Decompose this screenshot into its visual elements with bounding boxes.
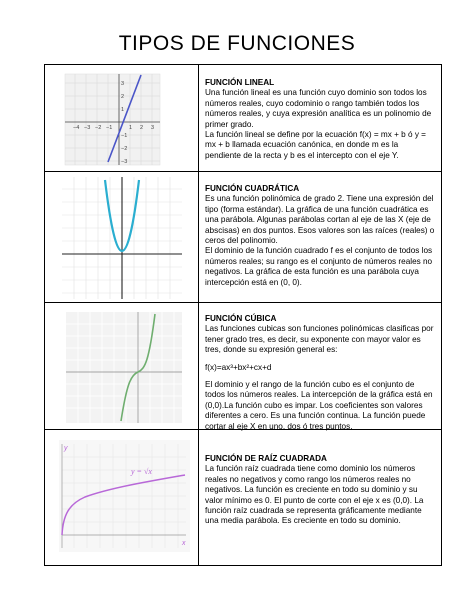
table-row-linear: [45, 65, 441, 172]
cubic-graph: [45, 303, 198, 430]
x-axis-label: x: [182, 540, 186, 547]
linear-graph-cell: [45, 65, 198, 171]
table-row-quadratic: [45, 172, 441, 303]
cubic-formula: f(x)=ax³+bx²+cx+d: [205, 362, 272, 372]
functions-table: [44, 64, 442, 566]
paragraph: La función raíz cuadrada tiene como dominio los números reales no negativos y como rango los números reales no negativos. La función es creciente en todo su dominio y su valor mínimo es 0. El punto de corte con el eje x es (0,0). La función raíz cuadrada se representa gráficamente mediante una media parábola. Es creciente en todo su dominio.: [205, 464, 424, 526]
cubic-graph-cell: [45, 303, 198, 429]
y-tick: 1: [121, 107, 125, 113]
y-tick: −1: [121, 133, 128, 139]
section-heading: FUNCIÓN DE RAÍZ CUADRADA: [205, 454, 327, 463]
paragraph: Una función lineal es una función cuyo dominio son todos los números reales, cuyo codominio o rango también todos los números reales, y cuya expresión analítica es un polinomio de primer grado.: [205, 88, 432, 129]
quadratic-text: [205, 172, 435, 288]
section-heading: FUNCIÓN CUADRÁTICA: [205, 184, 300, 193]
y-tick: 3: [121, 81, 125, 87]
section-heading: FUNCIÓN LINEAL: [205, 78, 275, 87]
quadratic-graph-cell: [45, 172, 198, 302]
x-tick: −1: [106, 125, 113, 131]
x-tick: 1: [129, 125, 133, 131]
x-tick: −4: [73, 125, 80, 131]
x-tick: 2: [140, 125, 144, 131]
x-tick: 3: [151, 125, 155, 131]
y-axis-label: y: [64, 445, 68, 452]
y-tick: −2: [121, 146, 128, 152]
sqrt-graph-cell: [45, 430, 198, 565]
linear-text: [205, 65, 435, 161]
paragraph: El dominio y el rango de la función cubo es el conjunto de todos los números reales. La intercepción de la gráfica está en (0,0).La función cubo es impar. Los coeficientes son valores diferentes a cero. Es una función continua. La función puede cortar al eje X en uno, dos ó tres puntos.: [205, 380, 433, 431]
linear-graph: [45, 65, 198, 172]
x-tick: −2: [95, 125, 102, 131]
paragraph: Es una función polinómica de grado 2. Tiene una expresión del tipo (forma estándar). La gráfica de una función cuadrática es una parábola. Algunas parábolas cortan al eje de las X (eje de abscisas) en dos puntos. Esos valores son las raíces (reales) o ceros del polinomio.: [205, 194, 435, 246]
paragraph: El dominio de la función cuadrado f es el conjunto de todos los números reales; su rango es el conjunto de números reales no negativos. La gráfica de esta función es una parábola cuya intercepción está en (0, 0).: [205, 246, 433, 287]
quadratic-graph: [45, 172, 198, 303]
page-title: TIPOS DE FUNCIONES: [118, 32, 356, 55]
sqrt-text: [205, 430, 435, 527]
paragraph: La función lineal se define por la ecuación f(x) = mx + b ó y = mx + b llamada ecuación canónica, en donde m es la pendiente de la recta y b es el intercepto con el eje Y.: [205, 130, 426, 160]
sqrt-equation-label: y = √x: [131, 467, 152, 476]
x-tick: −3: [84, 125, 91, 131]
table-row-sqrt: [45, 430, 441, 565]
y-tick: −3: [121, 159, 128, 165]
y-tick: 2: [121, 94, 125, 100]
section-heading: FUNCIÓN CÚBICA: [205, 314, 277, 323]
paragraph: Las funciones cubicas son funciones polinómicas clasificas por tener grado tres, es decir, su exponente con mayor valor es tres, donde su expresión general es:: [205, 324, 434, 355]
sqrt-graph: [45, 430, 198, 565]
cubic-text: [205, 303, 435, 432]
table-row-cubic: [45, 303, 441, 430]
